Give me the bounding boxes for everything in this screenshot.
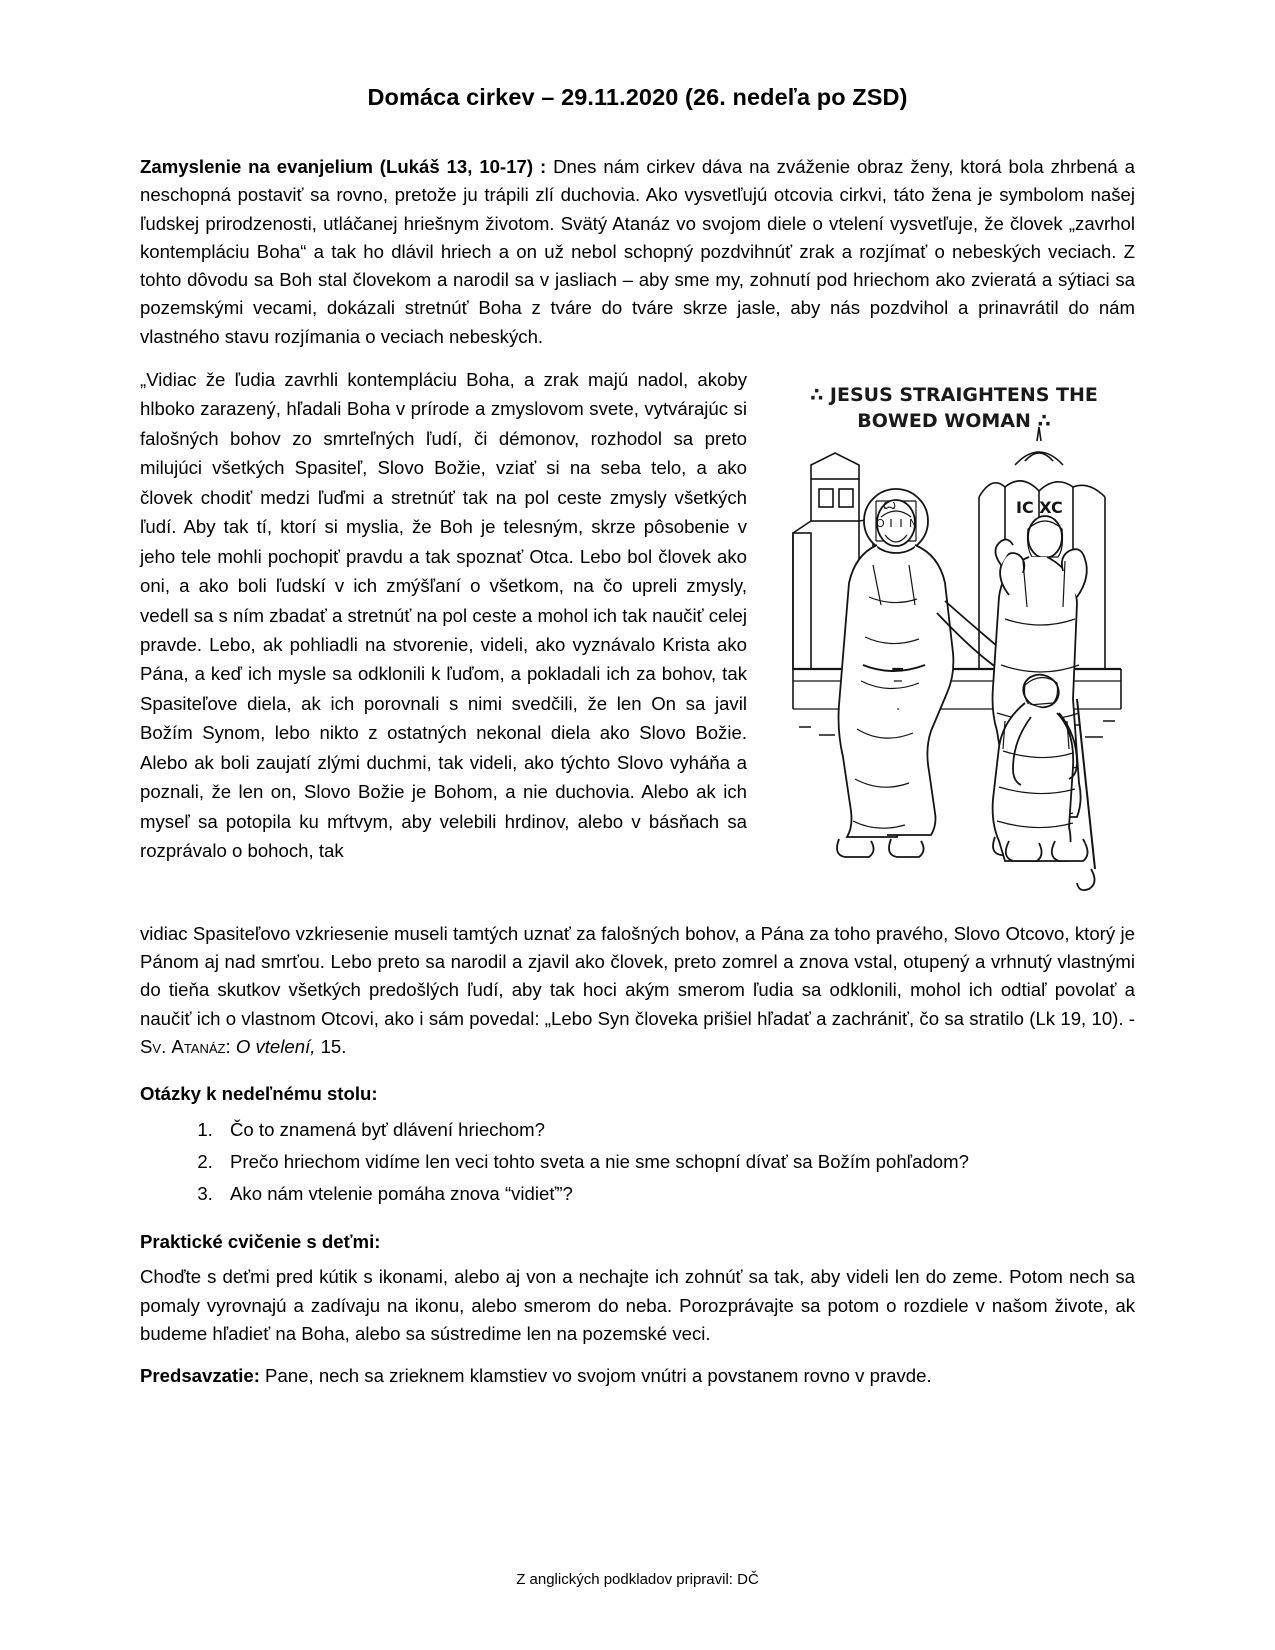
- questions-heading: Otázky k nedeľnému stolu:: [140, 1083, 378, 1104]
- list-item: 1. Čo to znamená byť dlávení hriechom?: [218, 1115, 1135, 1145]
- quote-text-continued: vidiac Spasiteľovo vzkriesenie museli tamtých uznať za falošných bohov, a Pána za toho pravého, Slovo Otcovo, ktorý je Pánom aj nad smrťou. Lebo preto sa narodil a zjavil ako človek, preto zomrel a znova vstal, otupený a vrhnutý vlastnými do tieňa skutkov všetkých predošlých ľudí, aby tak hoci akým smerom ľudia sa odklonili, mohol ich odtiaľ povolať a naučiť ich o vlastnom Otcovi, ako i sám povedal: „Lebo Syn človeka prišiel hľadať a zachrániť, čo sa stratilo (Lk 19, 10). -: [140, 922, 1135, 1029]
- svg-text:Ν: Ν: [909, 516, 918, 530]
- svg-text:Ꙍ: Ꙍ: [883, 498, 896, 512]
- icon-image: [773, 369, 1135, 914]
- quote-source-separator: :: [225, 1035, 236, 1057]
- quote-source-page: 15.: [315, 1035, 347, 1057]
- resolution-text: Pane, nech sa zrieknem klamstiev vo svojom vnútri a povstanem rovno v pravde.: [259, 1365, 932, 1387]
- resolution-label: Predsavzatie:: [140, 1365, 260, 1387]
- list-item: 2. Prečo hriechom vidíme len veci tohto sveta a nie sme schopní dívať sa Božím pohľadom?: [218, 1147, 1135, 1177]
- svg-text:IC XC: IC XC: [1016, 497, 1063, 517]
- intro-paragraph: [140, 153, 1135, 351]
- quote-paragraph-part1: „Vidiac že ľudia zavrhli kontempláciu Boha, a zrak majú nadol, akoby hlboko zarazený, hľadali Boha v prírode a zmyslovom svete, vytvárajúc si falošných bohov zo smrteľných ľudí, či démonov, rozhodol sa preto milujúci všetkých Spasiteľ, Slovo Božie, vziať si na seba telo, a ako človek chodiť medzi ľuďmi a stretnúť tak na pol ceste zmysly všetkých ľudí. Aby tak tí, ktorí si myslia, že Boh je telesným, skrze pôsobenie v jeho tele mohli pochopiť pravdu a tak spoznať Otca. Lebo bol človek ako oni, a ako boli ľudskí v ich zmýšľaní o všetkom, na čo upreli zmysly, vedell sa s ním zbadať a stretnúť na pol ceste a mohol ich tak naučiť celej pravde. Lebo, ak pohliadli na stvorenie, videli, ako vyznávalo Krista ako Pána, a keď ich mysle sa odklonili k ľuďom, a pokladali ich za bohov, tak Spasiteľove diela, ak ich porovnali s nimi svedčili, že len On sa javil Božím Synom, lebo nikto z ostatných nekonal diela ako Slovo Božie. Alebo ak boli zaujatí zlými duchmi, tak videli, ako týchto Slovo vyháňa a poznali, že len on, Slovo Božie je Bohom, a nie duchovia. Alebo ak ich myseľ sa potopila ku mŕtvym, aby velebili hrdinov, alebo v básňach sa rozprávalo o bohoch, tak: [140, 368, 747, 862]
- svg-text:Ο: Ο: [876, 516, 885, 530]
- svg-text:BOWED WOMAN ∴: BOWED WOMAN ∴: [857, 409, 1051, 432]
- list-item: 3. Ako nám vtelenie pomáha znova “vidieť”?: [218, 1179, 1135, 1209]
- quote-source-author: Atanáz: [171, 1035, 226, 1057]
- intro-label: Zamyslenie na evanjelium (Lukáš 13, 10-17) :: [140, 156, 547, 177]
- practice-paragraph: Choďte s deťmi pred kútik s ikonami, alebo aj von a nechajte ich zohnúť sa tak, aby videli len do zeme. Potom nech sa pomaly vyrovnajú a zadívaju na ikonu, alebo smerom do neba. Porozprávajte sa potom o rozdiele v našom živote, ak budeme hľadieť na Boha, alebo sa sústredime len na pozemské veci.: [140, 1266, 1135, 1344]
- quote-paragraph-part2: [140, 920, 1135, 1061]
- figure-icon: [773, 369, 1135, 914]
- footer-note: Z anglických podkladov pripravil: DČ: [516, 1571, 759, 1588]
- questions-list: [140, 1115, 1135, 1209]
- quote-with-figure: [140, 365, 1135, 920]
- intro-text: Dnes nám cirkev dáva na zváženie obraz ženy, ktorá bola zhrbená a neschopná postaviť sa rovno, pretože ju trápili zlí duchovia. Ako vysvetľujú otcovia cirkvi, táto žena je symbolom našej ľudskej prirodzenosti, utláčanej hriešnym životom. Svätý Atanáz vo svojom diele o vtelení vysvetľuje, že človek „zavrhol kontempláciu Boha“ a tak ho dlávil hriech a on už nebol schopný pozdvihnúť zrak a rozjímať o nebeských veciach. Z tohto dôvodu sa Boh stal človekom a narodil sa v jasliach – aby sme my, zohnutí pod hriechom ako zvieratá a sýtiaci sa pozemskými vecami, dokázali stretnúť Boha z tváre do tváre skrze jasle, aby nás pozdvihol a prinavrátil do nám vlastného stavu rozjímania o veciach nebeských.: [140, 156, 1135, 347]
- resolution-paragraph: [140, 1362, 1135, 1390]
- practice-heading: Praktické cvičenie s deťmi:: [140, 1231, 381, 1253]
- svg-text:∴ JESUS STRAIGHTENS THE: ∴ JESUS STRAIGHTENS THE: [810, 383, 1098, 406]
- quote-source-sv: Sv.: [140, 1035, 167, 1057]
- quote-source-work: O vtelení,: [235, 1035, 316, 1057]
- page-title: Domáca cirkev – 29.11.2020 (26. nedeľa po ZSD): [367, 84, 908, 110]
